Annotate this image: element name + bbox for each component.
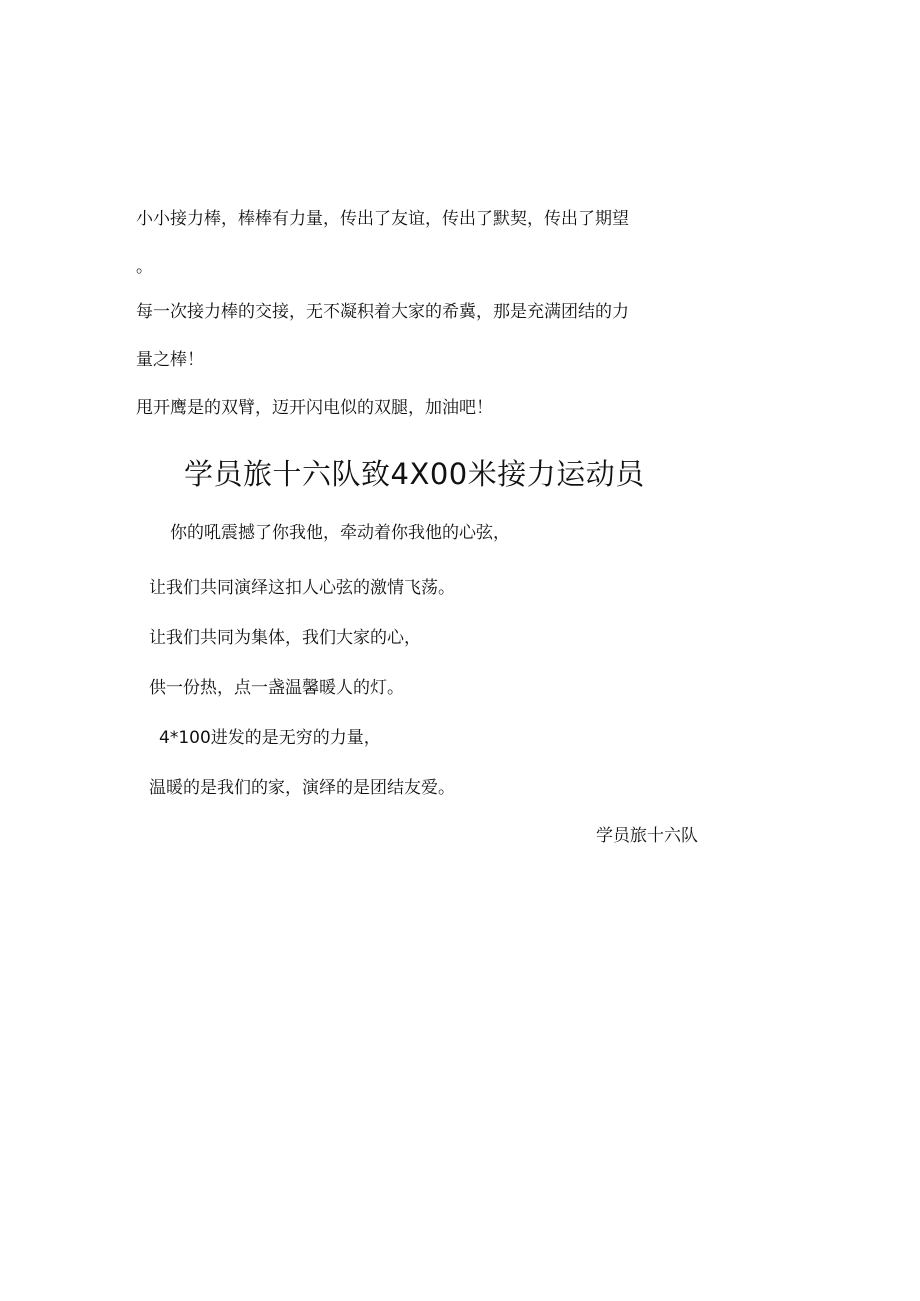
intro-line-4: 量之棒！ <box>136 350 204 370</box>
intro-line-5: 甩开鹰是的双臂，迈开闪电似的双腿，加油吧！ <box>136 398 493 418</box>
intro-line-2: 。 <box>136 257 153 277</box>
letter-line-3: 让我们共同为集体，我们大家的心， <box>149 628 421 648</box>
letter-line-2: 让我们共同演绎这扣人心弦的激情飞荡。 <box>149 578 455 598</box>
letter-line-6: 温暖的是我们的家，演绎的是团结友爱。 <box>149 778 455 798</box>
letter-title: 学员旅十六队致4X00米接力运动员 <box>184 457 645 491</box>
intro-line-1: 小小接力棒，棒棒有力量，传出了友谊，传出了默契，传出了期望 <box>136 209 629 229</box>
intro-line-3: 每一次接力棒的交接，无不凝积着大家的希冀，那是充满团结的力 <box>136 302 629 322</box>
letter-line-5: 4*100进发的是无穷的力量， <box>159 728 381 748</box>
letter-line-1: 你的吼震撼了你我他，牵动着你我他的心弦， <box>170 523 510 543</box>
letter-signature: 学员旅十六队 <box>596 826 698 846</box>
letter-line-4: 供一份热，点一盏温馨暖人的灯。 <box>149 678 404 698</box>
